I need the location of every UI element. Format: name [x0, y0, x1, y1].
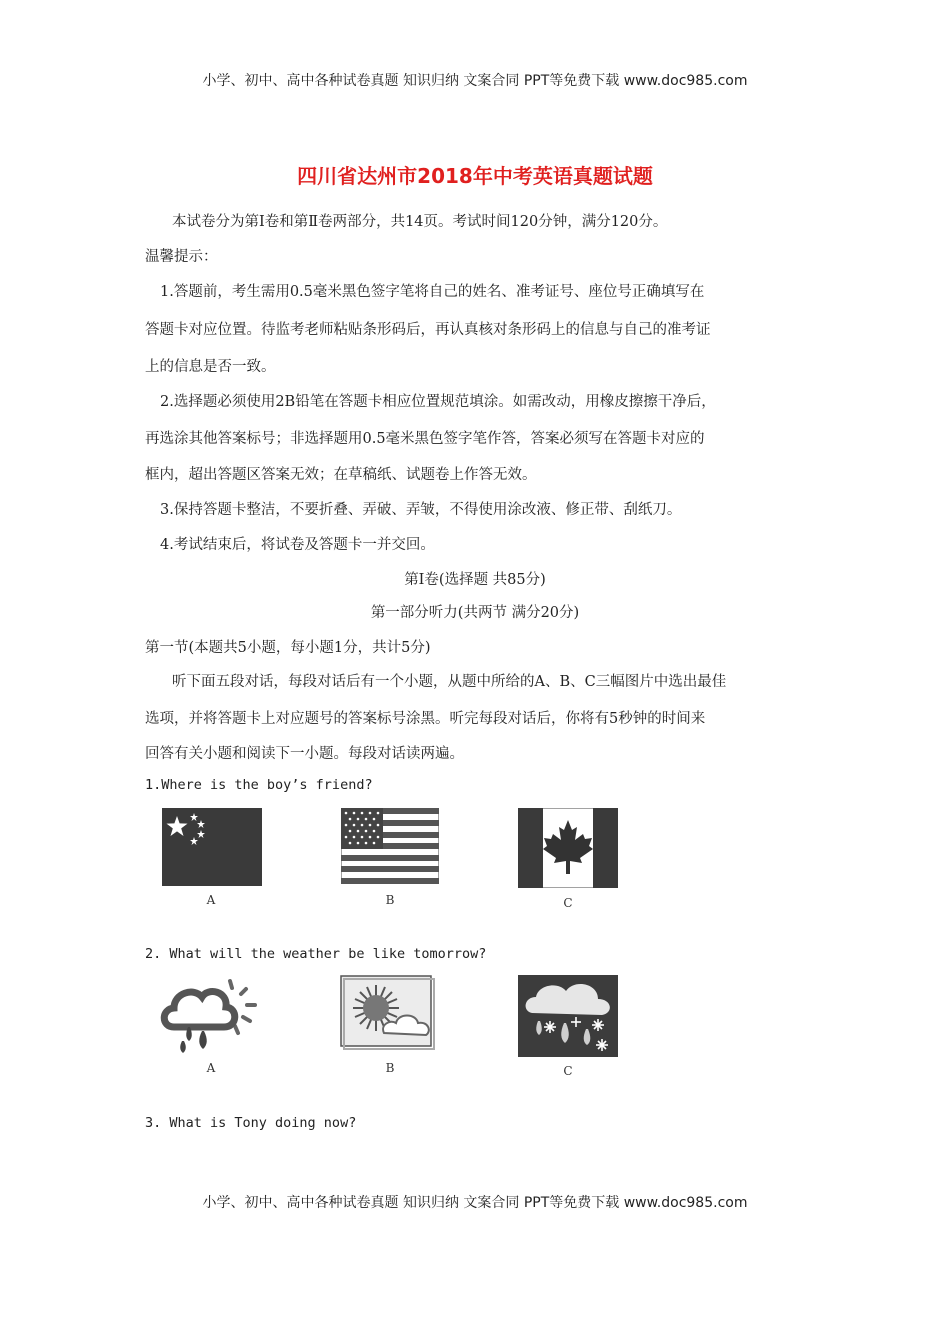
tip-line: 框内，超出答题区答案无效；在草稿纸、试题卷上作答无效。 [145, 467, 537, 483]
tip-line: 再选涂其他答案标号；非选择题用0.5毫米黑色签字笔作答，答案必须写在答题卡对应的 [145, 431, 705, 447]
tip-line: 2.选择题必须使用2B铅笔在答题卡相应位置规范填涂。如需改动，用橡皮擦擦干净后， [160, 394, 716, 410]
question-3: 3. What is Tony doing now? [145, 1115, 357, 1131]
sunny-icon [340, 975, 435, 1054]
volume-heading: 第Ⅰ卷(选择题 共85分) [404, 572, 546, 588]
tip-line: 4.考试结束后，将试卷及答题卡一并交回。 [160, 537, 435, 553]
snow-icon [518, 975, 618, 1061]
page-header: 小学、初中、高中各种试卷真题 知识归纳 文案合同 PPT等免费下载 www.doc985.com [202, 73, 748, 89]
option-label: C [563, 896, 573, 910]
instruction-line: 听下面五段对话，每段对话后有一个小题，从题中所给的A、B、C三幅图片中选出最佳 [172, 674, 727, 690]
option-label: B [385, 1061, 395, 1075]
page-footer: 小学、初中、高中各种试卷真题 知识归纳 文案合同 PPT等免费下载 www.doc985.com [202, 1195, 748, 1211]
option-label: C [563, 1064, 573, 1078]
tip-line: 1.答题前，考生需用0.5毫米黑色签字笔将自己的姓名、准考证号、座位号正确填写在 [160, 284, 705, 300]
part-heading: 第一部分听力(共两节 满分20分) [370, 605, 580, 621]
section-heading: 第一节(本题共5小题，每小题1分，共计5分) [145, 640, 431, 656]
question-1: 1.Where is the boy’s friend? [145, 777, 373, 793]
usa-flag-icon [341, 808, 439, 888]
china-flag-icon [162, 808, 262, 890]
page-title: 四川省达州市2018年中考英语真题试题 [297, 164, 653, 188]
instruction-line: 选项，并将答题卡上对应题号的答案标号涂黑。听完每段对话后，你将有5秒钟的时间来 [145, 711, 706, 727]
instruction-line: 回答有关小题和阅读下一小题。每段对话读两遍。 [145, 746, 464, 762]
rain-cloud-icon [158, 975, 263, 1059]
tips-label: 温馨提示： [145, 249, 218, 265]
tip-line: 上的信息是否一致。 [145, 359, 276, 375]
option-label: B [385, 893, 395, 907]
option-label: A [206, 893, 216, 907]
tip-line: 答题卡对应位置。待监考老师粘贴条形码后，再认真核对条形码上的信息与自己的准考证 [145, 322, 711, 338]
intro-text: 本试卷分为第Ⅰ卷和第Ⅱ卷两部分，共14页。考试时间120分钟，满分120分。 [172, 214, 668, 230]
tip-line: 3.保持答题卡整洁，不要折叠、弄破、弄皱，不得使用涂改液、修正带、刮纸刀。 [160, 502, 682, 518]
canada-flag-icon [518, 808, 618, 892]
option-label: A [206, 1061, 216, 1075]
question-2: 2. What will the weather be like tomorrow? [145, 946, 487, 962]
